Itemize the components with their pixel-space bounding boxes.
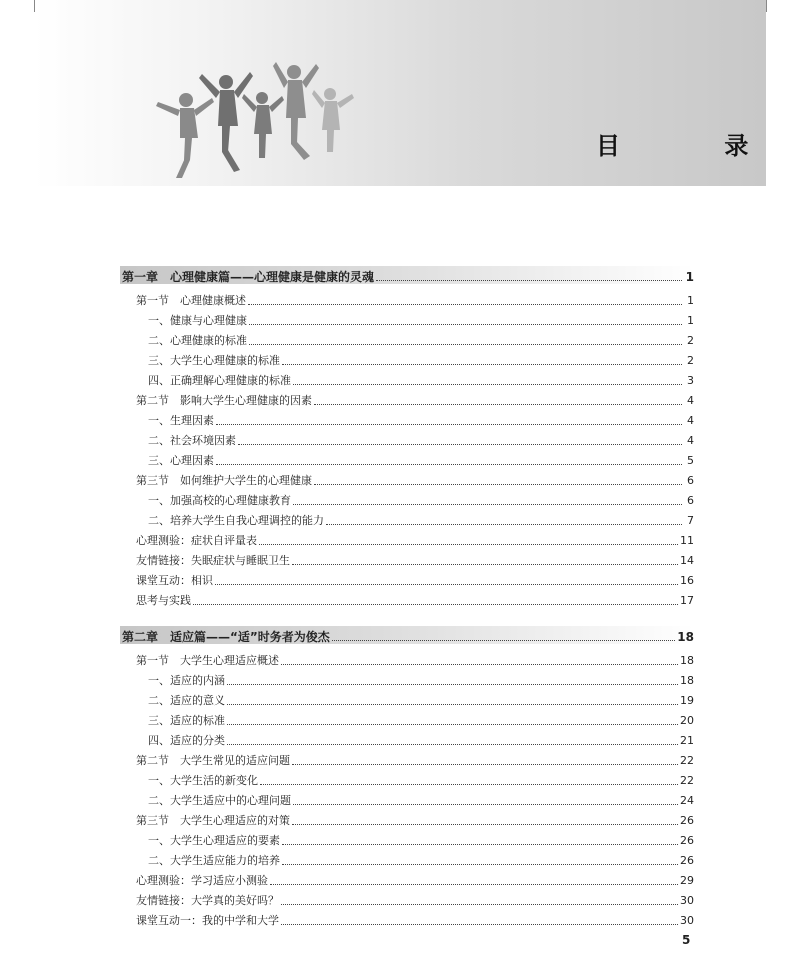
jumping-people-illustration [154, 60, 364, 180]
subsection-entry[interactable] [120, 368, 694, 388]
toc-entry-page: 1 [687, 314, 694, 327]
dot-leader [282, 864, 678, 865]
dot-leader [292, 824, 678, 825]
toc-entry-title: 一、生理因素 [148, 414, 214, 427]
toc-entry-title: 课堂互动一：我的中学和大学 [136, 914, 279, 927]
subsection-entry[interactable] [120, 668, 694, 688]
toc-entry-title: 一、大学生心理适应的要素 [148, 834, 280, 847]
chapter-block [120, 266, 694, 608]
dot-leader [293, 384, 682, 385]
dot-leader [216, 424, 682, 425]
toc-entry-title: 二、大学生适应中的心理问题 [148, 794, 291, 807]
toc-entry-page: 17 [680, 594, 694, 607]
toc-entry-title: 思考与实践 [136, 594, 191, 607]
dot-leader [216, 464, 682, 465]
dot-leader [193, 604, 678, 605]
dot-leader [281, 664, 678, 665]
toc-entry-page: 19 [680, 694, 694, 707]
supplement-entry[interactable] [120, 588, 694, 608]
supplement-entry[interactable] [120, 908, 694, 928]
dot-leader [238, 444, 682, 445]
dot-leader [249, 324, 682, 325]
toc-entry-title: 二、心理健康的标准 [148, 334, 247, 347]
dot-leader [259, 544, 678, 545]
dot-leader [282, 844, 678, 845]
supplement-entry[interactable] [120, 868, 694, 888]
dot-leader [227, 724, 678, 725]
toc-entry-page: 2 [687, 334, 694, 347]
toc-entry-title: 第二章 适应篇——“适”时务者为俊杰 [122, 630, 330, 644]
section-entry[interactable] [120, 288, 694, 308]
subsection-entry[interactable] [120, 708, 694, 728]
toc-entry-title: 第一节 心理健康概述 [136, 294, 246, 307]
subsection-entry[interactable] [120, 728, 694, 748]
toc-entry-title: 一、健康与心理健康 [148, 314, 247, 327]
toc-entry-title: 心理测验：学习适应小测验 [136, 874, 268, 887]
person-figure-3 [242, 92, 284, 158]
table-of-contents [120, 266, 694, 946]
dot-leader [248, 304, 682, 305]
dot-leader [314, 404, 682, 405]
subsection-entry[interactable] [120, 508, 694, 528]
toc-entry-page: 26 [680, 814, 694, 827]
dot-leader [282, 364, 682, 365]
subsection-entry[interactable] [120, 488, 694, 508]
dot-leader [314, 484, 682, 485]
toc-entry-title: 四、适应的分类 [148, 734, 225, 747]
toc-entry-title: 三、心理因素 [148, 454, 214, 467]
toc-entry-page: 30 [680, 894, 694, 907]
toc-entry-page: 4 [687, 414, 694, 427]
section-entry[interactable] [120, 808, 694, 828]
toc-entry-title: 第三节 如何维护大学生的心理健康 [136, 474, 312, 487]
dot-leader [326, 524, 682, 525]
dot-leader [293, 504, 682, 505]
dot-leader [270, 884, 678, 885]
toc-entry-page: 18 [680, 654, 694, 667]
dot-leader [227, 684, 678, 685]
section-entry[interactable] [120, 388, 694, 408]
toc-entry-page: 4 [687, 434, 694, 447]
toc-entry-page: 29 [680, 874, 694, 887]
subsection-entry[interactable] [120, 308, 694, 328]
toc-entry-page: 30 [680, 914, 694, 927]
toc-entry-page: 16 [680, 574, 694, 587]
toc-entry-title: 二、适应的意义 [148, 694, 225, 707]
toc-entry-page: 20 [680, 714, 694, 727]
toc-entry-page: 14 [680, 554, 694, 567]
toc-entry-title: 三、适应的标准 [148, 714, 225, 727]
toc-entry-page: 5 [687, 454, 694, 467]
subsection-entry[interactable] [120, 828, 694, 848]
section-entry[interactable] [120, 468, 694, 488]
dot-leader [227, 744, 678, 745]
dot-leader [293, 804, 678, 805]
person-figure-2 [199, 72, 253, 172]
toc-entry-title: 二、大学生适应能力的培养 [148, 854, 280, 867]
person-figure-4 [273, 62, 319, 160]
subsection-entry[interactable] [120, 688, 694, 708]
toc-entry-page: 21 [680, 734, 694, 747]
dot-leader [215, 584, 678, 585]
crop-mark-left [34, 0, 35, 12]
person-figure-1 [156, 93, 214, 178]
subsection-entry[interactable] [120, 328, 694, 348]
toc-entry-page: 6 [687, 494, 694, 507]
page-number: 5 [682, 933, 691, 947]
dot-leader [260, 784, 678, 785]
toc-entry-title: 友情链接：失眠症状与睡眠卫生 [136, 554, 290, 567]
crop-mark-right [766, 0, 767, 12]
toc-entry-page: 2 [687, 354, 694, 367]
toc-entry-title: 一、大学生活的新变化 [148, 774, 258, 787]
toc-entry-page: 11 [680, 534, 694, 547]
subsection-entry[interactable] [120, 848, 694, 868]
dot-leader [292, 764, 678, 765]
supplement-entry[interactable] [120, 528, 694, 548]
dot-leader [227, 704, 678, 705]
chapter-heading[interactable] [120, 266, 694, 284]
subsection-entry[interactable] [120, 408, 694, 428]
toc-entry-page: 26 [680, 854, 694, 867]
toc-entry-title: 二、社会环境因素 [148, 434, 236, 447]
dot-leader [249, 344, 682, 345]
person-figure-5 [312, 88, 354, 152]
supplement-entry[interactable] [120, 568, 694, 588]
toc-entry-page: 18 [680, 674, 694, 687]
toc-entry-title: 第一章 心理健康篇——心理健康是健康的灵魂 [122, 270, 375, 284]
section-entry[interactable] [120, 648, 694, 668]
toc-entry-page: 1 [685, 270, 694, 284]
dot-leader [292, 564, 678, 565]
chapter-block [120, 626, 694, 928]
toc-entry-title: 友情链接：大学真的美好吗？ [136, 894, 279, 907]
subsection-entry[interactable] [120, 348, 694, 368]
toc-entry-page: 1 [687, 294, 694, 307]
toc-entry-page: 26 [680, 834, 694, 847]
toc-entry-title: 四、正确理解心理健康的标准 [148, 374, 291, 387]
toc-entry-page: 22 [680, 774, 694, 787]
toc-entry-title: 第二节 大学生常见的适应问题 [136, 754, 290, 767]
dot-leader [376, 280, 682, 281]
chapter-heading[interactable] [120, 626, 694, 644]
toc-entry-title: 第三节 大学生心理适应的对策 [136, 814, 290, 827]
dot-leader [332, 640, 676, 641]
toc-entry-title: 第二节 影响大学生心理健康的因素 [136, 394, 312, 407]
subsection-entry[interactable] [120, 428, 694, 448]
toc-entry-page: 3 [687, 374, 694, 387]
subsection-entry[interactable] [120, 788, 694, 808]
toc-entry-title: 一、加强高校的心理健康教育 [148, 494, 291, 507]
subsection-entry[interactable] [120, 768, 694, 788]
toc-entry-page: 4 [687, 394, 694, 407]
supplement-entry[interactable] [120, 888, 694, 908]
toc-entry-page: 18 [677, 630, 694, 644]
toc-entry-title: 一、适应的内涵 [148, 674, 225, 687]
supplement-entry[interactable] [120, 548, 694, 568]
toc-entry-title: 三、大学生心理健康的标准 [148, 354, 280, 367]
toc-entry-page: 24 [680, 794, 694, 807]
toc-entry-title: 二、培养大学生自我心理调控的能力 [148, 514, 324, 527]
toc-entry-page: 6 [687, 474, 694, 487]
toc-entry-title: 第一节 大学生心理适应概述 [136, 654, 279, 667]
toc-entry-title: 课堂互动：相识 [136, 574, 213, 587]
page-title: 目 录 [596, 131, 797, 160]
toc-entry-title: 心理测验：症状自评量表 [136, 534, 257, 547]
dot-leader [281, 924, 678, 925]
dot-leader [281, 904, 678, 905]
section-entry[interactable] [120, 748, 694, 768]
subsection-entry[interactable] [120, 448, 694, 468]
toc-entry-page: 22 [680, 754, 694, 767]
toc-entry-page: 7 [687, 514, 694, 527]
